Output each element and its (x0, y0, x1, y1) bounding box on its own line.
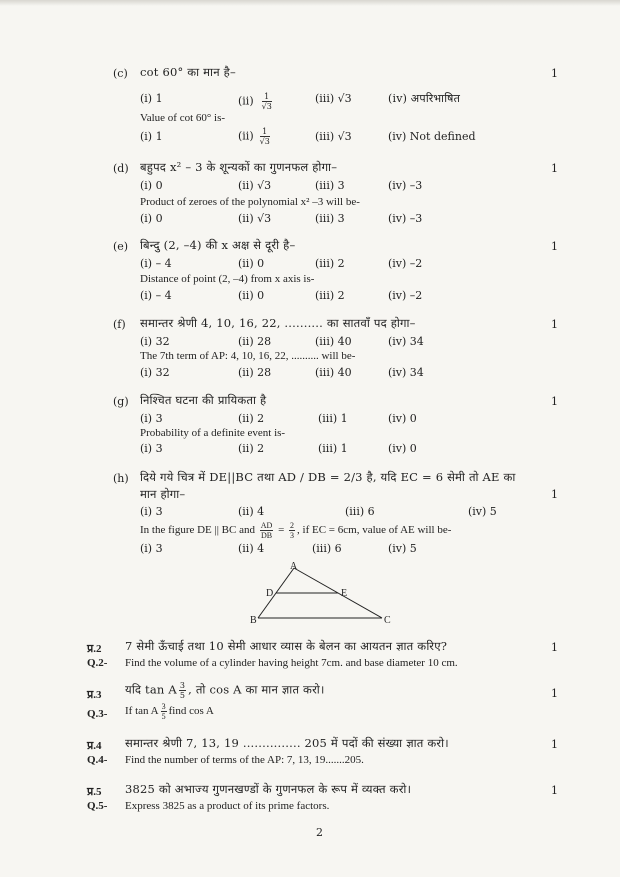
q-f-hindi: समान्तर श्रेणी 4, 10, 16, 22, .......... का सातवाँ पद होगा– (140, 316, 416, 330)
q-d-eopt-4: (iv) –3 (388, 212, 423, 225)
q4-hindi-no: प्र.4 (87, 740, 102, 752)
q-c-eopt-1: (i) 1 (140, 130, 163, 143)
q5-hindi-no: प्र.5 (87, 786, 102, 798)
q-g-hindi: निश्चित घटना की प्रायिकता है (140, 393, 267, 407)
q-h-english: In the figure DE || BC and $\frac{AD}{DB}$ = $\frac{2}{3}$ , if EC = 6cm, value of AE will be- (140, 521, 452, 540)
q-e-hindi: बिन्दु (2, –4) की x अक्ष से दूरी है– (140, 238, 296, 252)
q-h-eopt-2: (ii) 4 (238, 542, 265, 555)
q-e-hopt-3: (iii) 2 (315, 257, 345, 270)
q-d-hindi: बहुपद x² – 3 के शून्यकों का गुणनफल होगा– (140, 160, 338, 174)
q5-marks: 1 (551, 784, 558, 797)
q2-hindi-no: प्र.2 (87, 643, 102, 655)
q-f-marks: 1 (551, 318, 558, 331)
vertex-c: C (384, 615, 391, 626)
q-f-english: The 7th term of AP: 4, 10, 16, 22, .......... will be- (140, 350, 356, 362)
q-e-eopt-1: (i) – 4 (140, 289, 172, 302)
q-d-hopt-4: (iv) –3 (388, 179, 423, 192)
q-c-hopt-4: (iv) अपरिभाषित (388, 92, 461, 105)
q2-marks: 1 (551, 641, 558, 654)
q-f-label: (f) (113, 318, 126, 331)
q-f-hopt-3: (iii) 40 (315, 335, 352, 348)
q-d-eopt-1: (i) 0 (140, 212, 163, 225)
q-h-hopt-4: (iv) 5 (468, 505, 497, 518)
q-f-hopt-4: (iv) 34 (388, 335, 424, 348)
q-g-eopt-3: (iii) 1 (318, 442, 348, 455)
q3-english-no: Q.3- (87, 708, 108, 720)
q-d-eopt-3: (iii) 3 (315, 212, 345, 225)
q3-hindi-no: प्र.3 (87, 689, 102, 701)
q-c-eopt-3: (iii) √3 (315, 130, 352, 143)
q2-english: Find the volume of a cylinder having height 7cm. and base diameter 10 cm. (125, 657, 458, 669)
q-h-hopt-1: (i) 3 (140, 505, 163, 518)
q4-english-no: Q.4- (87, 754, 108, 766)
q-c-eopt-4: (iv) Not defined (388, 130, 476, 143)
vertex-d: D (266, 588, 274, 599)
q4-hindi: समान्तर श्रेणी 7, 13, 19 ............... 205 में पदों की संख्या ज्ञात करो। (125, 736, 449, 750)
q-g-label: (g) (113, 395, 129, 408)
q-g-eopt-4: (iv) 0 (388, 442, 417, 455)
q-f-eopt-4: (iv) 34 (388, 366, 424, 379)
vertex-a: A (290, 561, 298, 572)
q-c-label: (c) (113, 67, 128, 80)
q-g-english: Probability of a definite event is- (140, 427, 286, 439)
q-e-label: (e) (113, 240, 129, 253)
q2-hindi: 7 सेमी ऊँचाई तथा 10 सेमी आधार व्यास के बेलन का आयतन ज्ञात करिए? (125, 639, 448, 653)
q2-english-no: Q.2- (87, 657, 108, 669)
q-d-eopt-2: (ii) √3 (238, 212, 272, 225)
q-h-eopt-1: (i) 3 (140, 542, 163, 555)
q4-marks: 1 (551, 738, 558, 751)
q-e-eopt-2: (ii) 0 (238, 289, 265, 302)
q-g-hopt-3: (iii) 1 (318, 412, 348, 425)
q-h-hindi-line2: मान होगा– (140, 487, 186, 501)
q-h-eopt-3: (iii) 6 (312, 542, 342, 555)
q-e-eopt-3: (iii) 2 (315, 289, 345, 302)
q-c-hindi: cot 60° का मान है– (140, 65, 236, 79)
q-h-hopt-3: (iii) 6 (345, 505, 375, 518)
q-d-marks: 1 (551, 162, 558, 175)
q-e-hopt-4: (iv) –2 (388, 257, 423, 270)
q-h-eopt-4: (iv) 5 (388, 542, 417, 555)
q-h-hopt-2: (ii) 4 (238, 505, 265, 518)
q-g-hopt-4: (iv) 0 (388, 412, 417, 425)
q-g-marks: 1 (551, 395, 558, 408)
q-d-english: Product of zeroes of the polynomial x² –3 will be- (140, 196, 360, 208)
q-c-english: Value of cot 60° is- (140, 112, 226, 124)
q3-marks: 1 (551, 687, 558, 700)
q-d-hopt-3: (iii) 3 (315, 179, 345, 192)
q-e-english: Distance of point (2, –4) from x axis is- (140, 273, 315, 285)
q-d-hopt-2: (ii) √3 (238, 179, 272, 192)
q3-english: If tan A $\frac{3}{5}$ find cos A (125, 702, 214, 721)
q-f-hopt-2: (ii) 28 (238, 335, 272, 348)
q3-hindi: यदि tan A $\frac{3}{5}$ , तो cos A का मान ज्ञात करो। (125, 681, 325, 700)
triangle-figure (250, 560, 400, 630)
q-g-hopt-1: (i) 3 (140, 412, 163, 425)
q-h-marks: 1 (551, 488, 558, 501)
q4-english: Find the number of terms of the AP: 7, 13, 19.......205. (125, 754, 364, 766)
q5-english: Express 3825 as a product of its prime factors. (125, 800, 330, 812)
q-e-eopt-4: (iv) –2 (388, 289, 423, 302)
q-f-eopt-2: (ii) 28 (238, 366, 272, 379)
q-g-eopt-2: (ii) 2 (238, 442, 265, 455)
page-number: 2 (316, 826, 323, 839)
q-d-label: (d) (113, 162, 129, 175)
q5-hindi: 3825 को अभाज्य गुणनखण्डों के गुणनफल के रूप में व्यक्त करो। (125, 782, 412, 796)
q-g-hopt-2: (ii) 2 (238, 412, 265, 425)
q-c-hopt-3: (iii) √3 (315, 92, 352, 105)
q-f-eopt-3: (iii) 40 (315, 366, 352, 379)
q-c-eopt-2: (ii) $\frac{1}{√3}$ (238, 127, 270, 146)
vertex-e: E (341, 588, 348, 599)
q-h-label: (h) (113, 472, 129, 485)
q-c-hopt-1: (i) 1 (140, 92, 163, 105)
vertex-b: B (250, 615, 257, 626)
q-e-hopt-2: (ii) 0 (238, 257, 265, 270)
q-f-eopt-1: (i) 32 (140, 366, 170, 379)
q-f-hopt-1: (i) 32 (140, 335, 170, 348)
q-d-hopt-1: (i) 0 (140, 179, 163, 192)
q-e-hopt-1: (i) – 4 (140, 257, 172, 270)
q5-english-no: Q.5- (87, 800, 108, 812)
q-h-hindi-line1: दिये गये चित्र में DE||BC तथा AD / DB = 2/3 है, यदि EC = 6 सेमी तो AE का (140, 470, 516, 484)
q-c-hopt-2: (ii) $\frac{1}{√3}$ (238, 92, 272, 111)
scan-edge (0, 0, 620, 6)
q-e-marks: 1 (551, 240, 558, 253)
q-g-eopt-1: (i) 3 (140, 442, 163, 455)
q-c-marks: 1 (551, 67, 558, 80)
